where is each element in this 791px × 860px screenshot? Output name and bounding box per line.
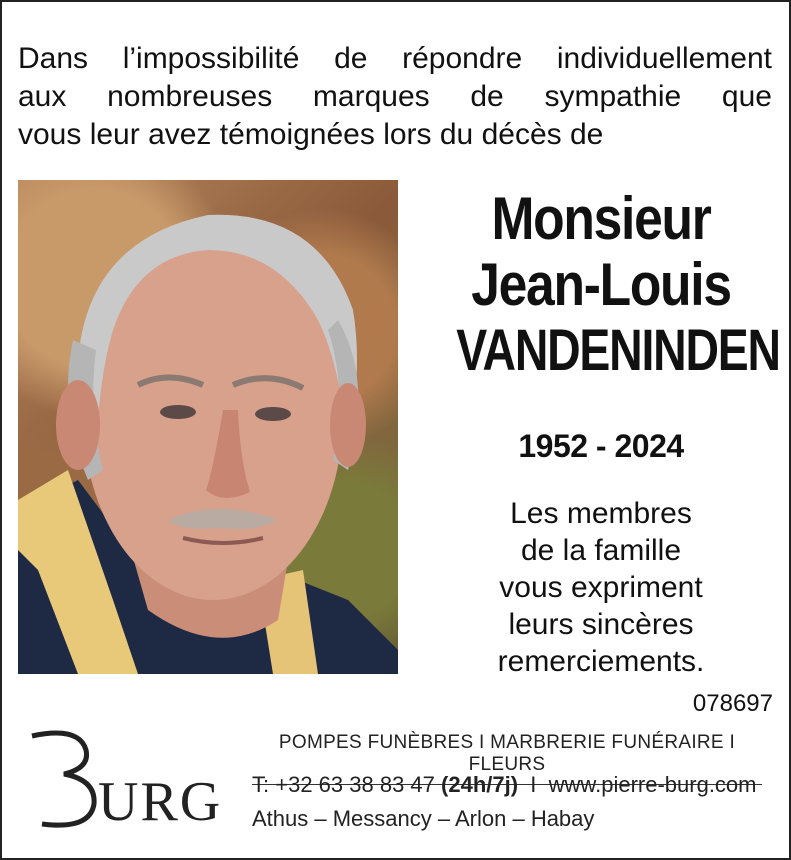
message-line-2: de la famille <box>520 534 682 567</box>
contact-separator: I <box>530 772 537 797</box>
reference-number: 078697 <box>692 690 773 717</box>
deceased-info <box>420 180 782 680</box>
website-link[interactable]: www.pierre-burg.com <box>548 772 757 797</box>
intro-text <box>18 40 772 154</box>
deceased-honorific: Monsieur <box>491 185 711 252</box>
services-line: POMPES FUNÈBRES I MARBRERIE FUNÉRAIRE I FLEURS <box>252 732 762 785</box>
message-line-3: vous expriment <box>499 571 703 604</box>
intro-line-2: aux nombreuses marques de sympathie que <box>18 80 772 113</box>
deceased-last-name: VANDENINDEN <box>456 318 780 383</box>
intro-line-1: Dans l’impossibilité de répondre individuellement <box>18 42 772 75</box>
phone-number: +32 63 38 83 47 <box>275 772 435 797</box>
family-message <box>420 495 782 680</box>
contact-line <box>252 772 757 798</box>
towns-line: Athus – Messancy – Arlon – Habay <box>252 806 595 831</box>
burg-logo-mark <box>24 724 224 834</box>
deceased-first-name: Jean-Louis <box>471 251 731 318</box>
phone-label: T: <box>252 772 270 797</box>
intro-line-3: vous leur avez témoignées lors du décès de <box>18 118 604 151</box>
portrait-illustration <box>18 180 398 674</box>
deceased-years: 1952 - 2024 <box>518 428 684 464</box>
phone-hours: (24h/7j) <box>441 772 519 797</box>
svg-text:URG: URG <box>98 771 223 833</box>
message-line-5: remerciements. <box>497 645 705 678</box>
message-line-1: Les membres <box>510 497 692 530</box>
portrait-photo <box>18 180 398 674</box>
message-line-4: leurs sincères <box>508 608 694 641</box>
burg-logo <box>24 724 224 834</box>
